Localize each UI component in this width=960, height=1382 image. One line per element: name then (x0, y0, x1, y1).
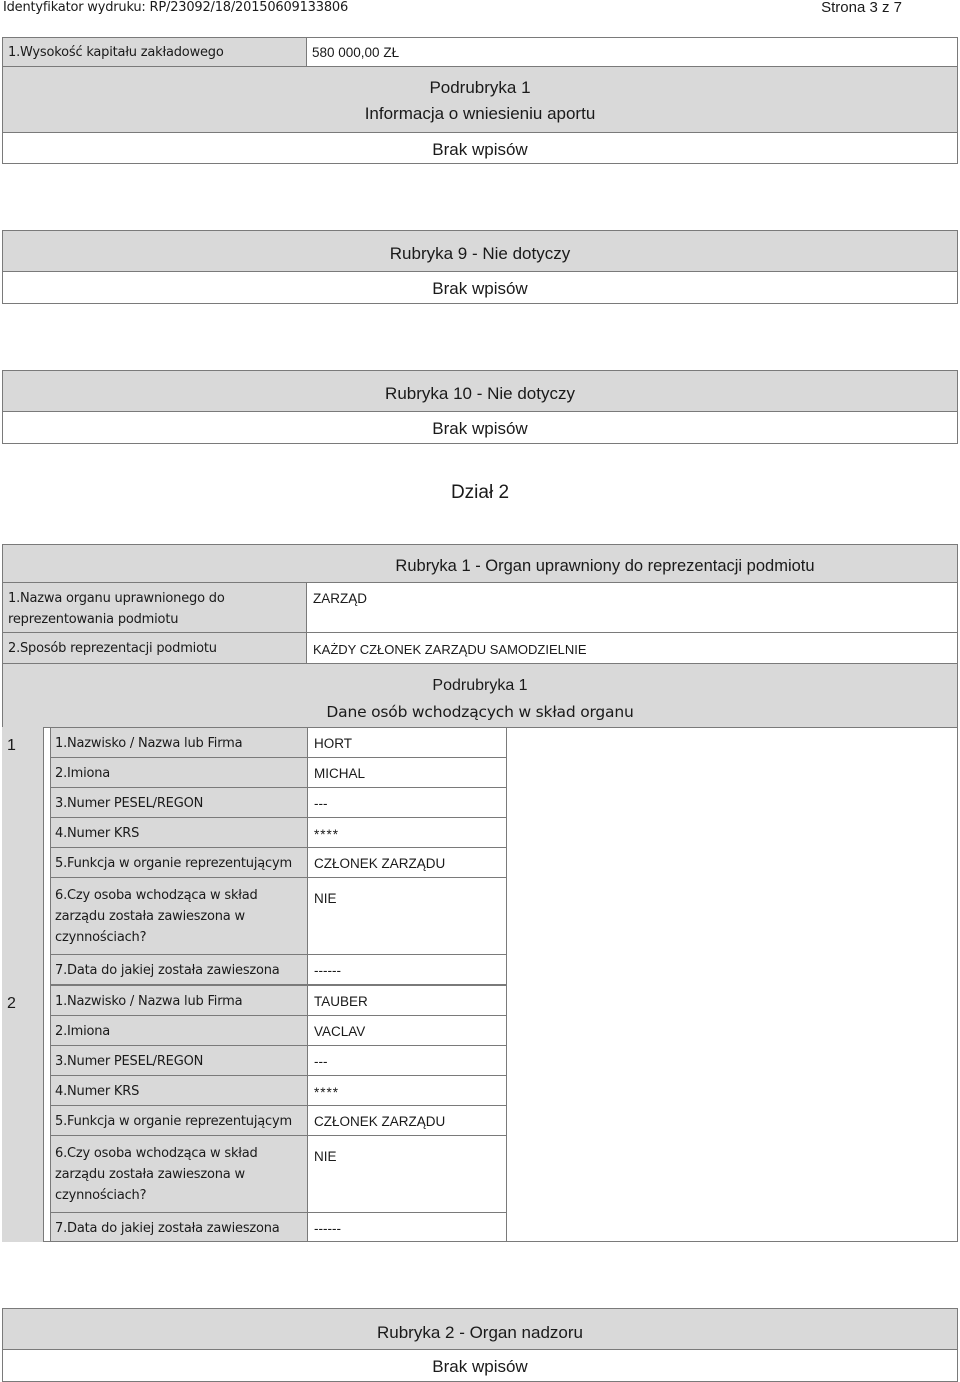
row-value-cell (307, 877, 507, 955)
section-title: Dział 2 (450, 482, 510, 503)
rub10-header (2, 370, 958, 412)
capital-value: 580 000,00 ZŁ (312, 45, 400, 60)
member-number-cell (2, 727, 44, 985)
row-value-cell (307, 847, 507, 878)
rub1-header (2, 544, 958, 583)
rub9-empty: Brak wpisów (432, 279, 528, 298)
row-value-cell (307, 985, 507, 1016)
row-label-cell (50, 1075, 308, 1106)
member-number: 2 (7, 995, 16, 1012)
first-names-label: 2.Imiona (55, 1024, 111, 1039)
function-value: CZŁONEK ZARZĄDU (314, 1114, 446, 1129)
row-value-cell (307, 757, 507, 788)
function-label: 5.Funkcja w organie reprezentującym (55, 1114, 292, 1129)
method-value: KAŻDY CZŁONEK ZARZĄDU SAMODZIELNIE (313, 642, 587, 657)
aport-title: Podrubryka 1 (429, 78, 531, 97)
rub9-title: Rubryka 9 - Nie dotyczy (389, 244, 571, 263)
suspended-label: 6.Czy osoba wchodząca w skład zarządu została zawieszona w czynnościach? (55, 1146, 258, 1203)
rub10-title: Rubryka 10 - Nie dotyczy (385, 384, 575, 403)
row-label-cell (50, 954, 308, 985)
member-number: 1 (7, 737, 16, 754)
krs-label: 4.Numer KRS (55, 826, 140, 841)
function-value: CZŁONEK ZARZĄDU (314, 856, 446, 871)
suspended-label: 6.Czy osoba wchodząca w skład zarządu została zawieszona w czynnościach? (55, 888, 258, 945)
row-label-cell (50, 1015, 308, 1046)
row-value-cell (307, 1045, 507, 1076)
aport-body (2, 132, 958, 164)
capital-value-cell (306, 37, 958, 67)
row-label-cell (50, 1045, 308, 1076)
rub10-empty: Brak wpisów (432, 419, 528, 438)
row-value-cell (307, 1105, 507, 1136)
aport-subtitle: Informacja o wniesieniu aportu (364, 104, 596, 123)
row-value-cell (307, 817, 507, 848)
first-names-label: 2.Imiona (55, 766, 111, 781)
rub2-body (2, 1349, 958, 1382)
row-label-cell (50, 787, 308, 818)
organ-value-cell (306, 582, 958, 633)
function-label: 5.Funkcja w organie reprezentującym (55, 856, 292, 871)
suspended-value: NIE (314, 1149, 337, 1164)
row-label-cell (50, 1105, 308, 1136)
row-value-cell (307, 1015, 507, 1046)
members-header (2, 663, 958, 728)
method-label-cell (2, 632, 307, 664)
first-names-value: MICHAL (314, 766, 366, 781)
suspended-date-label: 7.Data do jakiej została zawieszona (55, 963, 280, 978)
organ-label: 1.Nazwa organu uprawnionego do reprezentowania podmiotu (8, 591, 225, 627)
pesel-label: 3.Numer PESEL/REGON (55, 1054, 204, 1069)
name-value: HORT (314, 736, 353, 751)
suspended-date-value: ------ (314, 963, 341, 978)
row-value-cell (307, 1075, 507, 1106)
row-value-cell (307, 727, 507, 758)
rub10-body (2, 411, 958, 444)
name-label: 1.Nazwisko / Nazwa lub Firma (55, 736, 243, 751)
suspended-date-value: ------ (314, 1221, 341, 1236)
page-number: Strona 3 z 7 (821, 0, 902, 16)
krs-value: **** (314, 827, 340, 842)
row-value-cell (307, 787, 507, 818)
row-label-cell (50, 1212, 308, 1242)
aport-header (2, 66, 958, 133)
aport-empty: Brak wpisów (432, 140, 528, 159)
pesel-value: --- (314, 796, 328, 811)
rub2-title: Rubryka 2 - Organ nadzoru (377, 1323, 583, 1342)
capital-label-cell (2, 37, 307, 67)
method-value-cell (306, 632, 958, 664)
rub9-body (2, 271, 958, 304)
name-value: TAUBER (314, 994, 368, 1009)
first-names-value: VACLAV (314, 1024, 366, 1039)
method-label: 2.Sposób reprezentacji podmiotu (8, 641, 217, 656)
members-subtitle: Dane osób wchodzących w skład organu (326, 703, 634, 721)
rub9-header (2, 230, 958, 272)
name-label: 1.Nazwisko / Nazwa lub Firma (55, 994, 243, 1009)
row-label-cell (50, 757, 308, 788)
pesel-value: --- (314, 1054, 328, 1069)
row-value-cell (307, 1135, 507, 1213)
member-2 (2, 985, 958, 1243)
rub2-empty: Brak wpisów (432, 1357, 528, 1376)
krs-value: **** (314, 1085, 340, 1100)
krs-label: 4.Numer KRS (55, 1084, 140, 1099)
member-number-cell (2, 985, 44, 1242)
pesel-label: 3.Numer PESEL/REGON (55, 796, 204, 811)
row-value-cell (307, 954, 507, 985)
row-label-cell (50, 1135, 308, 1213)
capital-label: 1.Wysokość kapitału zakładowego (8, 45, 224, 60)
row-value-cell (307, 1212, 507, 1242)
member-1 (2, 727, 958, 985)
row-label-cell (50, 727, 308, 758)
suspended-date-label: 7.Data do jakiej została zawieszona (55, 1221, 280, 1236)
row-label-cell (50, 877, 308, 955)
rub1-title: Rubryka 1 - Organ uprawniony do reprezentacji podmiotu (395, 557, 815, 575)
print-identifier: Identyfikator wydruku: RP/23092/18/20150609133806 (3, 0, 349, 15)
organ-label-cell (2, 582, 307, 633)
row-label-cell (50, 817, 308, 848)
organ-value: ZARZĄD (313, 591, 367, 606)
row-label-cell (50, 847, 308, 878)
rub2-header (2, 1308, 958, 1350)
suspended-value: NIE (314, 891, 337, 906)
row-label-cell (50, 985, 308, 1016)
members-title: Podrubryka 1 (432, 677, 528, 694)
